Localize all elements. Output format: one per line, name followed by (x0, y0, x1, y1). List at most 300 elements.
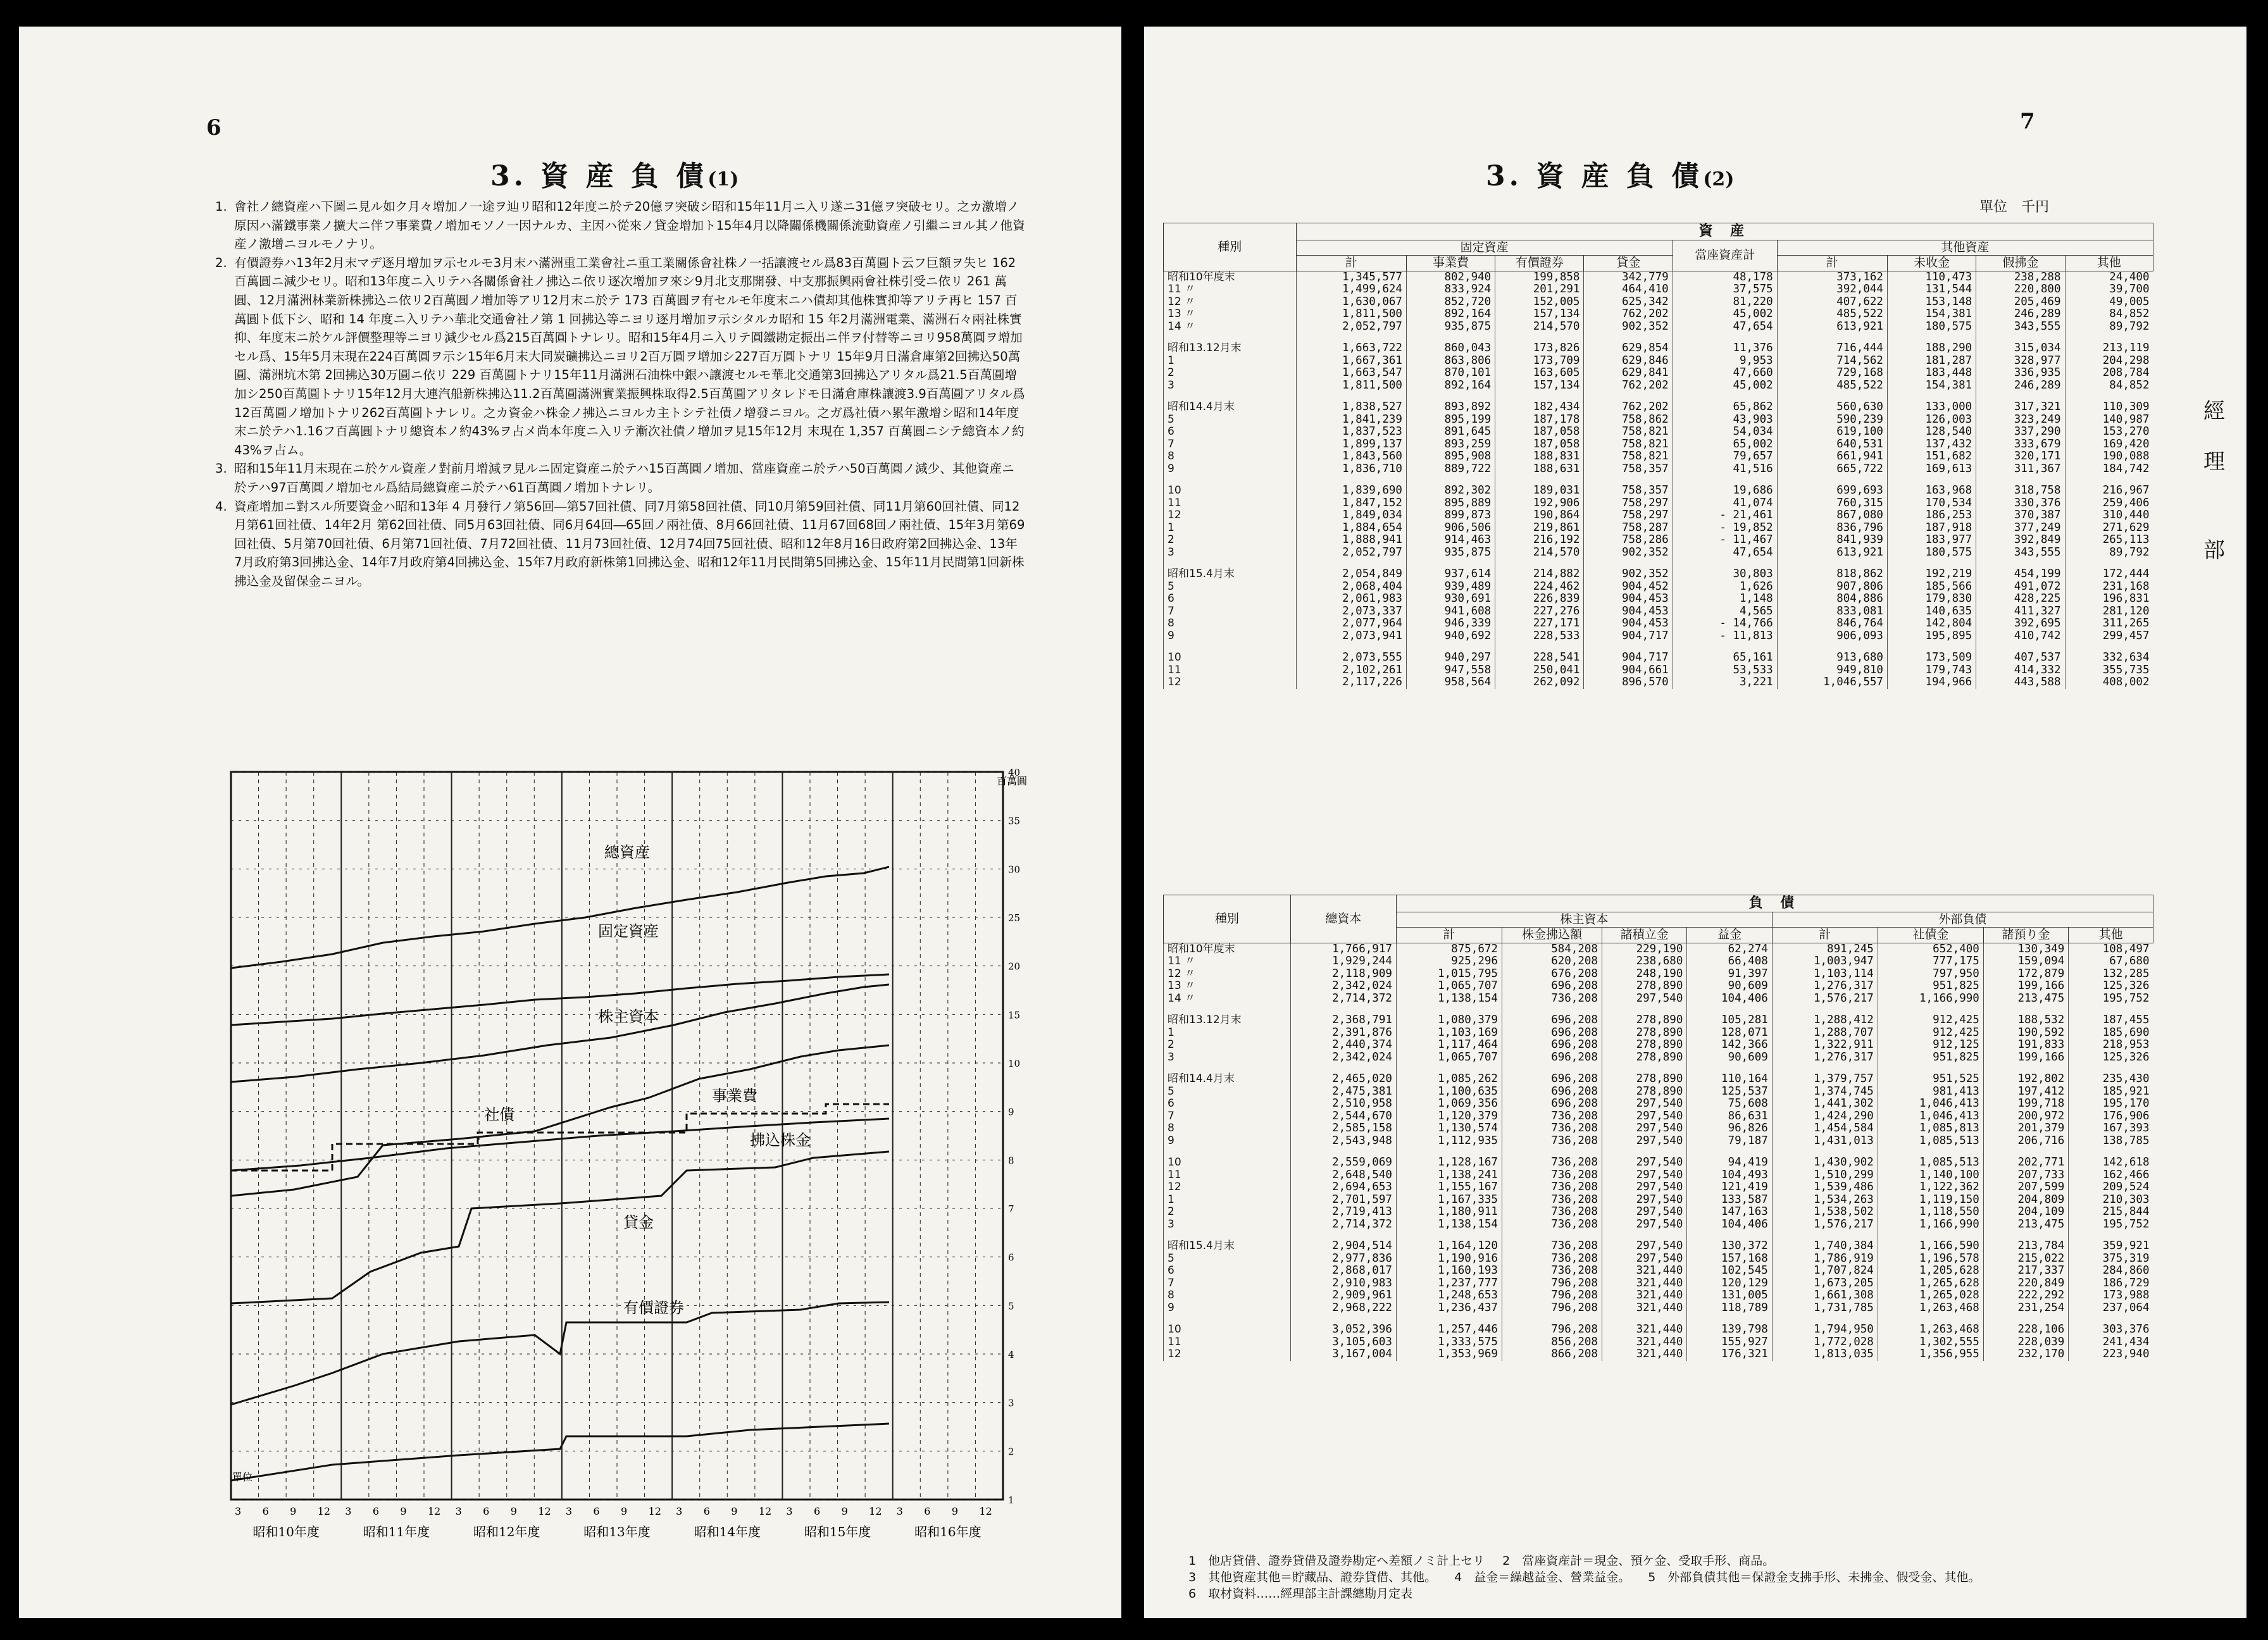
table-cell: 373,162 (1777, 271, 1887, 283)
gap-cell (1396, 1231, 1502, 1240)
assets-table (1163, 223, 2153, 689)
gap-cell (1983, 1314, 2068, 1324)
table-cell: 758,821 (1584, 438, 1673, 451)
table-cell: 947,558 (1406, 664, 1495, 677)
table-cell: 867,080 (1777, 509, 1887, 522)
table-row (1164, 271, 2153, 283)
table-cell: 140,635 (1887, 606, 1976, 618)
row-label: 9 (1164, 1135, 1291, 1148)
gap-cell (1878, 1005, 1983, 1014)
table-cell: 142,366 (1687, 1039, 1772, 1052)
table-cell: 1,731,785 (1772, 1302, 1878, 1315)
table-cell: 297,540 (1602, 993, 1686, 1005)
gap-cell (1502, 1231, 1602, 1240)
table-row (1164, 296, 2153, 309)
month-tick-label: 3 (896, 1505, 903, 1517)
right-axis-ticks (1008, 767, 1020, 1506)
gap-cell (1687, 1231, 1772, 1240)
table-cell: 224,462 (1495, 581, 1584, 593)
table-cell: 1,888,941 (1296, 534, 1406, 547)
table-cell: 833,924 (1406, 283, 1495, 296)
table-cell: 2,342,024 (1290, 1052, 1396, 1064)
table-cell: 676,208 (1502, 968, 1602, 981)
table-cell: 1,322,911 (1772, 1039, 1878, 1052)
table-row (1164, 1181, 2153, 1194)
table-cell: 200,972 (1983, 1110, 2068, 1123)
table-cell: 893,259 (1406, 438, 1495, 451)
table-cell: 464,410 (1584, 283, 1673, 296)
table-cell: 904,453 (1584, 618, 1673, 630)
gap-cell (1164, 1314, 1291, 1324)
table-cell: 320,171 (1976, 450, 2065, 463)
page-number: 6 (206, 115, 221, 140)
table-cell: 904,453 (1584, 606, 1673, 618)
table-cell: 65,002 (1673, 438, 1777, 451)
table-cell: 241,434 (2069, 1336, 2153, 1349)
title-sub: (1) (707, 168, 739, 190)
table-cell: 1,237,777 (1396, 1277, 1502, 1290)
table-row (1164, 1219, 2153, 1231)
col-header: 其他 (2069, 928, 2153, 943)
page-title (1486, 153, 1734, 194)
row-header: 種別 (1164, 895, 1291, 943)
table-cell: 152,005 (1495, 296, 1584, 309)
gap-cell (2065, 392, 2153, 401)
table-cell: 1,119,150 (1878, 1194, 1983, 1207)
month-tick-label: 3 (235, 1505, 242, 1517)
table-cell: 336,935 (1976, 367, 2065, 380)
note-4 (215, 497, 1025, 591)
table-cell: 215,022 (1983, 1253, 2068, 1265)
table-cell: 213,475 (1983, 1219, 2068, 1231)
table-cell: 1,576,217 (1772, 993, 1878, 1005)
table-cell: 904,717 (1584, 630, 1673, 643)
table-cell: 197,412 (1983, 1086, 2068, 1098)
table-cell: 2,648,540 (1290, 1169, 1396, 1182)
table-cell: 227,276 (1495, 606, 1584, 618)
table-cell: 1,786,919 (1772, 1253, 1878, 1265)
table-cell: 47,654 (1673, 321, 1777, 333)
table-cell: 906,506 (1406, 522, 1495, 535)
table-cell: - 21,461 (1673, 509, 1777, 522)
table-cell: 48,178 (1673, 271, 1777, 283)
table-cell: 414,332 (1976, 664, 2065, 677)
table-cell: 183,977 (1887, 534, 1976, 547)
series-labels (484, 843, 811, 1317)
table-cell: 188,831 (1495, 450, 1584, 463)
month-tick-label: 3 (676, 1505, 683, 1517)
table-cell: 1,813,035 (1772, 1348, 1878, 1361)
table-cell: 215,844 (2069, 1206, 2153, 1219)
gap-cell (1502, 1314, 1602, 1324)
table-cell: 1,138,154 (1396, 1219, 1502, 1231)
table-cell: 913,680 (1777, 652, 1887, 664)
table-cell: 228,039 (1983, 1336, 2068, 1349)
table-cell: 758,821 (1584, 426, 1673, 438)
table-cell: 866,208 (1502, 1348, 1602, 1361)
row-label: 7 (1164, 1110, 1291, 1123)
table-cell: 1,288,707 (1772, 1027, 1878, 1040)
table-row (1164, 1206, 2153, 1219)
table-cell: 9,953 (1673, 355, 1777, 368)
table-cell: 1,811,500 (1296, 380, 1406, 392)
section-header: 資 産 (1296, 223, 2153, 240)
note-1 (215, 197, 1025, 254)
table-cell: 758,821 (1584, 450, 1673, 463)
gap-cell (1687, 1314, 1772, 1324)
gap-cell (1164, 1005, 1291, 1014)
row-label: 2 (1164, 1039, 1291, 1052)
table-cell: 47,660 (1673, 367, 1777, 380)
table-cell: 62,274 (1687, 943, 1772, 955)
table-cell: 1,015,795 (1396, 968, 1502, 981)
table-cell: 47,654 (1673, 547, 1777, 559)
table-row (1164, 568, 2153, 581)
table-cell: 836,796 (1777, 522, 1887, 535)
note-number: 2. (215, 255, 227, 270)
edge-char: 經 (2203, 399, 2225, 424)
month-tick-label: 6 (814, 1505, 821, 1517)
table-cell: 91,397 (1687, 968, 1772, 981)
table-cell: 2,694,653 (1290, 1181, 1396, 1194)
table-cell: 206,716 (1983, 1135, 2068, 1148)
table-cell: 758,287 (1584, 522, 1673, 535)
table-cell: 1,424,290 (1772, 1110, 1878, 1123)
table-cell: 758,286 (1584, 534, 1673, 547)
table-cell: 43,903 (1673, 414, 1777, 426)
table-cell: 278,890 (1602, 1039, 1686, 1052)
table-cell: 940,297 (1406, 652, 1495, 664)
gap-cell (1777, 475, 1887, 485)
row-label: 12 (1164, 1181, 1291, 1194)
table-cell: 321,440 (1602, 1289, 1686, 1302)
table-cell: 41,516 (1673, 463, 1777, 476)
table-cell: 841,939 (1777, 534, 1887, 547)
table-cell: 278,890 (1602, 1073, 1686, 1086)
table-cell: 321,440 (1602, 1348, 1686, 1361)
page-title (490, 153, 738, 194)
table-cell: 852,720 (1406, 296, 1495, 309)
table-cell: 330,376 (1976, 497, 2065, 510)
row-label: 1 (1164, 355, 1297, 368)
col-header: 株金拂込額 (1502, 928, 1602, 943)
table-cell: 485,522 (1777, 380, 1887, 392)
fiscal-year-label: 昭和15年度 (804, 1524, 871, 1539)
table-cell: 2,118,909 (1290, 968, 1396, 981)
col-header: 貸金 (1584, 256, 1673, 271)
table-cell: 1,899,137 (1296, 438, 1406, 451)
right-tick-label: 1 (1008, 1494, 1014, 1506)
row-label: 12 〃 (1164, 968, 1291, 981)
table-cell: 110,164 (1687, 1073, 1772, 1086)
block-gap (1164, 1064, 2153, 1073)
table-cell: 265,113 (2065, 534, 2153, 547)
table-cell: 1,100,635 (1396, 1086, 1502, 1098)
row-label: 11 (1164, 497, 1297, 510)
table-cell: 736,208 (1502, 1181, 1602, 1194)
table-cell: 128,540 (1887, 426, 1976, 438)
note-number: 4. (215, 499, 227, 514)
note-text: 有價證券ハ13年2月末マデ逐月增加ヲ示セルモ3月末ハ滿洲重工業會社ニ重工業關係會社株ノ一括讓渡セル爲83百萬圓ト云フ巨額ヲ失ヒ 162 百萬圓ニ減少セリ。昭和13年度ニ入リテハ各關係會社ノ拂込ニ依リ逐次增加ヲ來シ9月北支那開發、中支那振興兩會社株引受ニ依リ 261 萬圓、12月滿洲林業新株拂込ニ依リ2百萬圓ノ增加等アリ12月末ニ於テ 173 百萬圓ヲ有セルモ年度末ニハ債却其他株實抑等アリテ再ヒ 157 百萬圓ト低下シ、昭和 14 年度ニ入リテハ華北交通會社ノ第 1 回拂込等ニヨリ逐月增加ヲ示シタルカ昭和 15 年2月滿洲電業、滿洲石々兩社株實抑、年度末ニ於ケル評價整理等ニヨリ減少セル爲215百萬圓トナレリ。昭和15年4月ニ入リテ圓鐵勘定振出ニ伴ヲ付替等ニヨリ958萬圓ヲ增加セル爲、15年5月末現在224百萬圓ヲ示シ15年6月末大同炭礦拂込ニヨリ2百万圓ヲ增加シ227百万圓トナリ 15年9月日滿倉庫第2回拂込50萬圓、滿洲坑木第 2回拂込30万圓ニ依リ 229 百萬圓トナリ15年11月滿洲石油株中銀ハ讓渡セルモ華北交通第3回拂込アリタル爲21.5百萬圓增加シ250百萬圓トナリ15年12月大連汽船新株拂込11.2百萬圓滿洲實業振興株取得2.5百萬圓アリタレドモ日滿倉庫株讓渡3.9百萬圓アリタル爲12百萬圓ノ增加トナリ262百萬圓トナレリ。之カ資金ハ株金ノ拂込ニヨルカ主トシテ社債ノ增發ニヨル。之ガ爲社債ハ累年激增シ昭和14年度末ニ於テハ1.16フ百萬圓トナリ總資本ノ約43%ヲ占メ尚本年度ニ入リテ漸次社債ノ增加ヲ見15年12月 末現在 1,357 百萬圓ニシテ總資本ノ約43%ヲ占ム。 (234, 255, 1025, 457)
table-cell: 128,071 (1687, 1027, 1772, 1040)
table-cell: 1,843,560 (1296, 450, 1406, 463)
table-cell: 235,430 (2069, 1073, 2153, 1086)
table-cell: 1,673,205 (1772, 1277, 1878, 1290)
row-label: 11 (1164, 1169, 1291, 1182)
table-row (1164, 438, 2153, 451)
table-cell: 172,879 (1983, 968, 2068, 981)
total-header: 總資本 (1290, 895, 1396, 943)
table-cell: 246,289 (1976, 380, 2065, 392)
table-cell: 139,798 (1687, 1324, 1772, 1336)
gap-cell (1673, 333, 1777, 342)
table-cell: 2,054,849 (1296, 568, 1406, 581)
table-cell: 1,103,169 (1396, 1027, 1502, 1040)
table-cell: 758,297 (1584, 497, 1673, 510)
table-cell: 407,537 (1976, 652, 2065, 664)
table-row (1164, 1169, 2153, 1182)
gap-cell (2069, 1314, 2153, 1324)
table-cell: 65,161 (1673, 652, 1777, 664)
table-cell: 204,809 (1983, 1194, 2068, 1207)
table-row (1164, 1052, 2153, 1064)
row-label: 1 (1164, 522, 1297, 535)
table-cell: 2,714,372 (1290, 993, 1396, 1005)
table-cell: 1,794,950 (1772, 1324, 1878, 1336)
block-gap (1164, 475, 2153, 485)
table-cell: 179,743 (1887, 664, 1976, 677)
table-row (1164, 463, 2153, 476)
table-cell: 89,792 (2065, 547, 2153, 559)
table-cell: 207,733 (1983, 1169, 2068, 1182)
table-row (1164, 450, 2153, 463)
table-cell: 904,453 (1584, 593, 1673, 606)
table-row (1164, 980, 2153, 993)
table-cell: 214,570 (1495, 321, 1584, 333)
table-row (1164, 1122, 2153, 1135)
row-label: 9 (1164, 463, 1297, 476)
table-cell: 1,257,446 (1396, 1324, 1502, 1336)
gap-cell (1502, 1005, 1602, 1014)
table-cell: 2,719,413 (1290, 1206, 1396, 1219)
gap-cell (1777, 642, 1887, 652)
table-cell: 696,208 (1502, 1014, 1602, 1027)
footnote: 6 取材資料……經理部主計課總勘月定表 (1188, 1587, 1413, 1601)
table-row (1164, 1289, 2153, 1302)
table-cell: 75,608 (1687, 1098, 1772, 1110)
table-cell: 893,892 (1406, 401, 1495, 414)
table-cell: 1,138,154 (1396, 993, 1502, 1005)
block-gap (1164, 559, 2153, 568)
gap-cell (1584, 559, 1673, 568)
table-cell: 332,634 (2065, 652, 2153, 664)
gap-cell (1396, 1005, 1502, 1014)
asset-chart (206, 753, 1082, 1582)
gap-cell (1396, 1314, 1502, 1324)
table-cell: 2,102,261 (1296, 664, 1406, 677)
table-row (1164, 522, 2153, 535)
row-label: 3 (1164, 380, 1297, 392)
table-cell: 2,368,791 (1290, 1014, 1396, 1027)
table-cell: 183,448 (1887, 367, 1976, 380)
table-cell: 187,058 (1495, 438, 1584, 451)
table-cell: 951,825 (1878, 980, 1983, 993)
month-tick-label: 9 (510, 1505, 517, 1517)
table-cell: 3,052,396 (1290, 1324, 1396, 1336)
table-cell: 935,875 (1406, 547, 1495, 559)
table-cell: 1,841,239 (1296, 414, 1406, 426)
row-label: 3 (1164, 1052, 1291, 1064)
row-label: 昭和14.4月末 (1164, 401, 1297, 414)
month-tick-label: 9 (731, 1505, 738, 1517)
gap-cell (1584, 392, 1673, 401)
table-row (1164, 993, 2153, 1005)
table-cell: 2,909,961 (1290, 1289, 1396, 1302)
table-cell: 53,533 (1673, 664, 1777, 677)
row-label: 5 (1164, 1253, 1291, 1265)
table-cell: - 14,766 (1673, 618, 1777, 630)
table-cell: 1,164,120 (1396, 1240, 1502, 1253)
gap-cell (1976, 475, 2065, 485)
table-cell: 408,002 (2065, 676, 2153, 689)
gap-cell (1777, 333, 1887, 342)
table-cell: 297,540 (1602, 1122, 1686, 1135)
table-cell: 278,890 (1602, 1027, 1686, 1040)
table-cell: 188,532 (1983, 1014, 2068, 1027)
table-cell: 321,440 (1602, 1302, 1686, 1315)
gap-cell (1887, 333, 1976, 342)
table-cell: 833,081 (1777, 606, 1887, 618)
gap-cell (1290, 1147, 1396, 1157)
table-cell: 652,400 (1878, 943, 1983, 955)
table-cell: 899,873 (1406, 509, 1495, 522)
gap-cell (2069, 1147, 2153, 1157)
gap-cell (1976, 392, 2065, 401)
table-cell: 1,663,722 (1296, 342, 1406, 355)
gap-cell (1502, 1147, 1602, 1157)
table-cell: 1,539,486 (1772, 1181, 1878, 1194)
month-tick-label: 6 (703, 1505, 710, 1517)
table-cell: 796,208 (1502, 1324, 1602, 1336)
table-cell: 155,927 (1687, 1336, 1772, 1349)
table-cell: 343,555 (1976, 547, 2065, 559)
table-cell: 2,585,158 (1290, 1122, 1396, 1135)
table-cell: 2,073,337 (1296, 606, 1406, 618)
table-cell: 90,609 (1687, 980, 1772, 993)
table-cell: 758,862 (1584, 414, 1673, 426)
table-cell: 192,802 (1983, 1073, 2068, 1086)
gap-cell (1502, 1064, 1602, 1073)
table-cell: 930,691 (1406, 593, 1495, 606)
table-cell: 411,327 (1976, 606, 2065, 618)
table-cell: 2,701,597 (1290, 1194, 1396, 1207)
table-cell: 163,968 (1887, 485, 1976, 497)
table-cell: 939,489 (1406, 581, 1495, 593)
table-cell: 84,852 (2065, 380, 2153, 392)
table-cell: 736,208 (1502, 1157, 1602, 1169)
table-cell: 902,352 (1584, 568, 1673, 581)
table-cell: 846,764 (1777, 618, 1887, 630)
row-label: 2 (1164, 534, 1297, 547)
table-cell: 182,434 (1495, 401, 1584, 414)
series-label-loans: 貸金 (623, 1214, 654, 1231)
table-cell: 912,125 (1878, 1039, 1983, 1052)
table-cell: 777,175 (1878, 955, 1983, 968)
table-cell: 176,906 (2069, 1110, 2153, 1123)
block-gap (1164, 1231, 2153, 1240)
table-cell: 102,545 (1687, 1265, 1772, 1277)
table-cell: 590,239 (1777, 414, 1887, 426)
right-tick-label: 5 (1008, 1300, 1014, 1312)
table-cell: 281,120 (2065, 606, 2153, 618)
right-tick-label: 15 (1008, 1009, 1021, 1021)
row-label: 5 (1164, 1086, 1291, 1098)
table-cell: 187,455 (2069, 1014, 2153, 1027)
table-cell: 188,290 (1887, 342, 1976, 355)
month-tick-label: 12 (428, 1505, 441, 1517)
gap-cell (1878, 1147, 1983, 1157)
gap-cell (1887, 559, 1976, 568)
table-cell: 66,408 (1687, 955, 1772, 968)
month-tick-label: 12 (648, 1505, 661, 1517)
fiscal-year-label: 昭和16年度 (914, 1524, 981, 1539)
right-tick-label: 9 (1008, 1106, 1014, 1118)
table-cell: 126,003 (1887, 414, 1976, 426)
series-label-fixed: 固定資産 (598, 922, 659, 940)
table-cell: 179,830 (1887, 593, 1976, 606)
chart-grid (231, 772, 1003, 1500)
row-label: 8 (1164, 1289, 1291, 1302)
gap-cell (2069, 1064, 2153, 1073)
row-label: 10 (1164, 1324, 1291, 1336)
col-header: 有價證券 (1495, 256, 1584, 271)
table-cell: 310,440 (2065, 509, 2153, 522)
table-cell: 1,130,574 (1396, 1122, 1502, 1135)
month-tick-label: 3 (786, 1505, 793, 1517)
table-row (1164, 968, 2153, 981)
col-header: 事業費 (1406, 256, 1495, 271)
gap-cell (2065, 559, 2153, 568)
table-cell: 981,413 (1878, 1086, 1983, 1098)
table-cell: 1,166,990 (1878, 1219, 1983, 1231)
table-cell: 94,419 (1687, 1157, 1772, 1169)
gap-cell (1396, 1064, 1502, 1073)
gap-cell (2065, 475, 2153, 485)
table-cell: 214,570 (1495, 547, 1584, 559)
table-cell: 229,190 (1602, 943, 1686, 955)
row-label: 5 (1164, 414, 1297, 426)
table-cell: 1,117,464 (1396, 1039, 1502, 1052)
gap-cell (1772, 1314, 1878, 1324)
gap-cell (1296, 642, 1406, 652)
table-cell: 1,345,577 (1296, 271, 1406, 283)
table-row (1164, 414, 2153, 426)
series-label-bonds: 社債 (484, 1106, 514, 1124)
table-cell: 1,167,335 (1396, 1194, 1502, 1207)
table-cell: 220,849 (1983, 1277, 2068, 1290)
table-row (1164, 676, 2153, 689)
gap-cell (1290, 1064, 1396, 1073)
table-cell: 140,987 (2065, 414, 2153, 426)
table-cell: 2,440,374 (1290, 1039, 1396, 1052)
page-number: 7 (2020, 109, 2035, 134)
table-cell: 1,180,911 (1396, 1206, 1502, 1219)
group-header: 外部負債 (1772, 912, 2153, 928)
table-cell: 315,034 (1976, 342, 2065, 355)
table-cell: - 19,852 (1673, 522, 1777, 535)
footnote: 1 他店貸借、證券貸借及證券勘定ヘ差額ノミ計上セリ (1188, 1554, 1485, 1568)
table-cell: 153,270 (2065, 426, 2153, 438)
